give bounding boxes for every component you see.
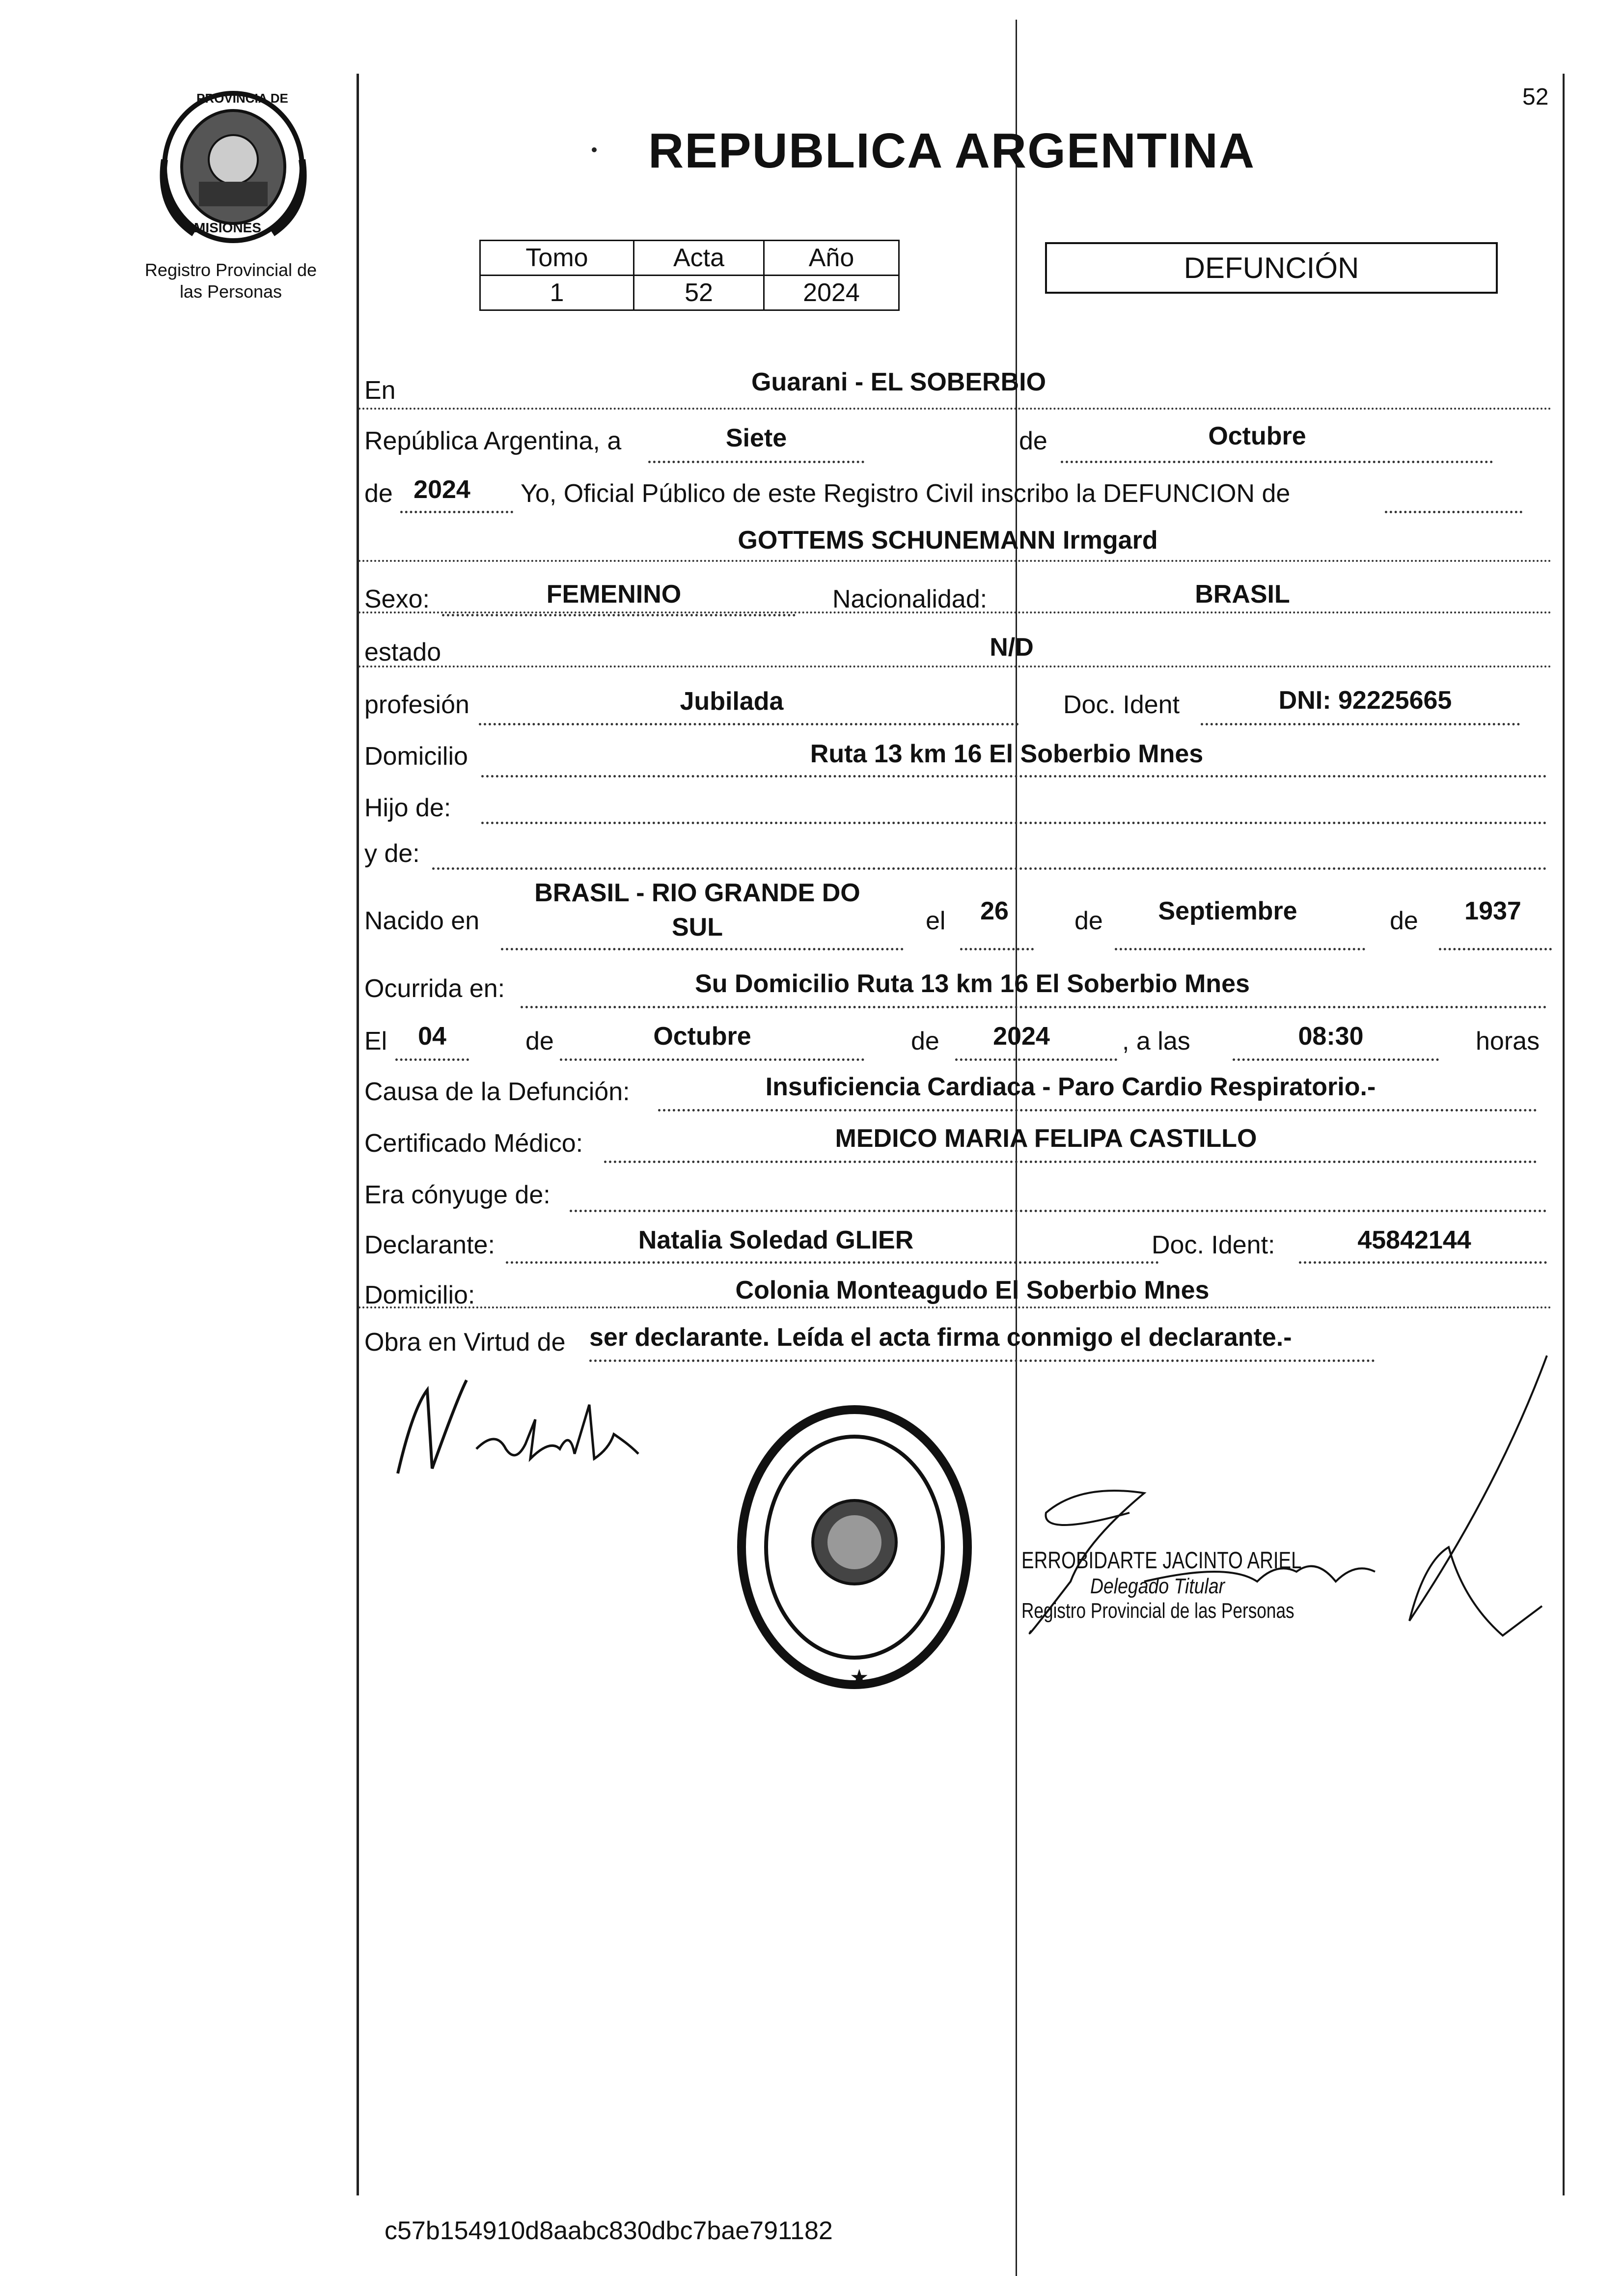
decl-doc-label: Doc. Ident:: [1152, 1231, 1275, 1259]
birth-day-value: 26: [980, 897, 1009, 925]
nacido-label: Nacido en: [364, 907, 480, 935]
sexo-label: Sexo:: [364, 585, 430, 613]
year-dots: [400, 511, 513, 513]
death-de2-label: de: [911, 1027, 939, 1055]
domicilio-value: Ruta 13 km 16 El Soberbio Mnes: [810, 740, 1204, 768]
nacionalidad-value: BRASIL: [1195, 580, 1290, 609]
declarante-label: Declarante:: [364, 1231, 495, 1259]
certificado-dots: [604, 1161, 1537, 1163]
conyuge-dots: [570, 1210, 1547, 1212]
hijo-dots: [481, 822, 1547, 824]
nacionalidad-label: Nacionalidad:: [832, 585, 988, 613]
death-day-dots: [395, 1058, 469, 1061]
obra-value: ser declarante. Leída el acta firma conmigo el declarante.-: [589, 1323, 1292, 1352]
conyuge-label: Era cónyuge de:: [364, 1181, 551, 1209]
ocurrida-value: Su Domicilio Ruta 13 km 16 El Soberbio Mnes: [695, 970, 1250, 998]
en-value: Guarani - EL SOBERBIO: [751, 368, 1046, 396]
officer-name: ERROBIDARTE JACINTO ARIEL: [1021, 1548, 1302, 1574]
domicilio-label: Domicilio: [364, 742, 468, 771]
ocurrida-label: Ocurrida en:: [364, 974, 505, 1003]
ocurrida-dots: [521, 1006, 1547, 1008]
profesion-value: Jubilada: [680, 687, 784, 716]
decl-domicilio-value: Colonia Monteagudo El Soberbio Mnes: [735, 1276, 1210, 1305]
alas-label: , a las: [1122, 1027, 1190, 1055]
birth-de2-label: de: [1390, 907, 1418, 935]
birth-year-value: 1937: [1464, 897, 1521, 925]
declarant-signature: [383, 1360, 658, 1510]
decl-doc-dots: [1299, 1261, 1547, 1264]
estado-label: estado: [364, 638, 441, 666]
page-number: 52: [1522, 84, 1549, 110]
officer-role: Delegado Titular: [1090, 1574, 1225, 1598]
registry-table: [479, 240, 900, 311]
table-value-tomo: 1: [480, 276, 634, 310]
domicilio-dots: [481, 775, 1547, 777]
title-dot: [592, 147, 597, 152]
sexo-value: FEMENINO: [546, 580, 682, 609]
sidebar-label-line1: Registro Provincial de: [144, 260, 317, 280]
birth-month-value: Septiembre: [1158, 897, 1297, 925]
de-label: de: [1019, 427, 1047, 455]
table-header-acta: Acta: [634, 241, 764, 276]
declarante-value: Natalia Soledad GLIER: [638, 1226, 914, 1254]
sexo-dots: [442, 614, 796, 616]
causa-label: Causa de la Defunción:: [364, 1078, 630, 1106]
hijo-label: Hijo de:: [364, 794, 451, 822]
profesion-label: profesión: [364, 691, 469, 719]
death-month-value: Octubre: [653, 1022, 751, 1051]
doc-ident-label: Doc. Ident: [1063, 691, 1180, 719]
causa-dots: [658, 1109, 1537, 1111]
birth-month-dots: [1115, 948, 1365, 950]
doc-ident-value: DNI: 92225665: [1278, 686, 1452, 715]
nacido-dots: [501, 948, 904, 950]
year-value: 2024: [413, 475, 470, 504]
birth-year-dots: [1439, 948, 1552, 950]
de2-label: de: [364, 479, 393, 508]
death-de-label: de: [525, 1027, 554, 1055]
yde-dots: [432, 867, 1547, 870]
document-hash: c57b154910d8aabc830dbc7bae791182: [385, 2217, 833, 2245]
statement-text: Yo, Oficial Público de este Registro Civil inscribo la DEFUNCION de: [521, 479, 1291, 508]
table-value-anio: 2024: [764, 276, 899, 310]
row-separator: [358, 1306, 1552, 1308]
table-header-anio: Año: [764, 241, 899, 276]
death-time-dots: [1233, 1058, 1439, 1061]
sidebar-label: [123, 259, 339, 303]
left-margin-line: [357, 74, 359, 2195]
death-year-value: 2024: [993, 1022, 1050, 1051]
officer-signature: [982, 1326, 1571, 1672]
row-separator: [358, 408, 1552, 410]
month-value: Octubre: [1208, 422, 1306, 450]
deceased-name-value: GOTTEMS SCHUNEMANN Irmgard: [738, 526, 1158, 555]
officer-org: Registro Provincial de las Personas: [1021, 1599, 1294, 1623]
decl-domicilio-label: Domicilio:: [364, 1281, 475, 1309]
en-label: En: [364, 376, 396, 405]
decl-doc-value: 45842144: [1357, 1226, 1471, 1254]
nacido-value-line2: SUL: [672, 913, 723, 942]
declarante-dots: [506, 1261, 1159, 1264]
birth-de-label: de: [1074, 907, 1103, 935]
table-header-tomo: Tomo: [480, 241, 634, 276]
row-separator: [358, 560, 1552, 562]
month-dots: [1061, 461, 1493, 463]
death-day-value: 04: [418, 1022, 446, 1051]
obra-label: Obra en Virtud de: [364, 1328, 566, 1357]
horas-label: horas: [1476, 1027, 1540, 1055]
day-word-value: Siete: [725, 424, 787, 452]
statement-dots: [1385, 511, 1522, 513]
right-margin-line: [1563, 74, 1565, 2195]
certificado-label: Certificado Médico:: [364, 1129, 583, 1158]
svg-text:★: ★: [850, 1665, 869, 1690]
doc-ident-dots: [1201, 723, 1520, 725]
causa-value: Insuficiencia Cardiaca - Paro Cardio Respiratorio.-: [765, 1073, 1376, 1101]
table-value-acta: 52: [634, 276, 764, 310]
death-el-label: El: [364, 1027, 387, 1055]
profesion-dots: [479, 723, 1019, 725]
republica-label: República Argentina, a: [364, 427, 622, 455]
yde-label: y de:: [364, 839, 420, 868]
registry-stamp: [732, 1400, 977, 1694]
day-dots: [648, 461, 864, 463]
row-separator: [358, 666, 1552, 667]
document-type-box: DEFUNCIÓN: [1045, 242, 1498, 294]
page-title: REPUBLICA ARGENTINA: [648, 123, 1256, 178]
sidebar-label-line2: las Personas: [179, 281, 282, 302]
certificado-value: MEDICO MARIA FELIPA CASTILLO: [835, 1124, 1257, 1153]
death-time-value: 08:30: [1298, 1022, 1364, 1051]
death-year-dots: [955, 1058, 1117, 1061]
birth-day-dots: [960, 948, 1034, 950]
birth-el-label: el: [926, 907, 946, 935]
seal-text-bottom: MISIONES: [194, 220, 261, 235]
seal-text-top: PROVINCIA DE: [196, 91, 288, 106]
estado-value: N/D: [990, 633, 1034, 662]
death-month-dots: [560, 1058, 864, 1061]
nacido-value-line1: BRASIL - RIO GRANDE DO: [534, 879, 860, 907]
